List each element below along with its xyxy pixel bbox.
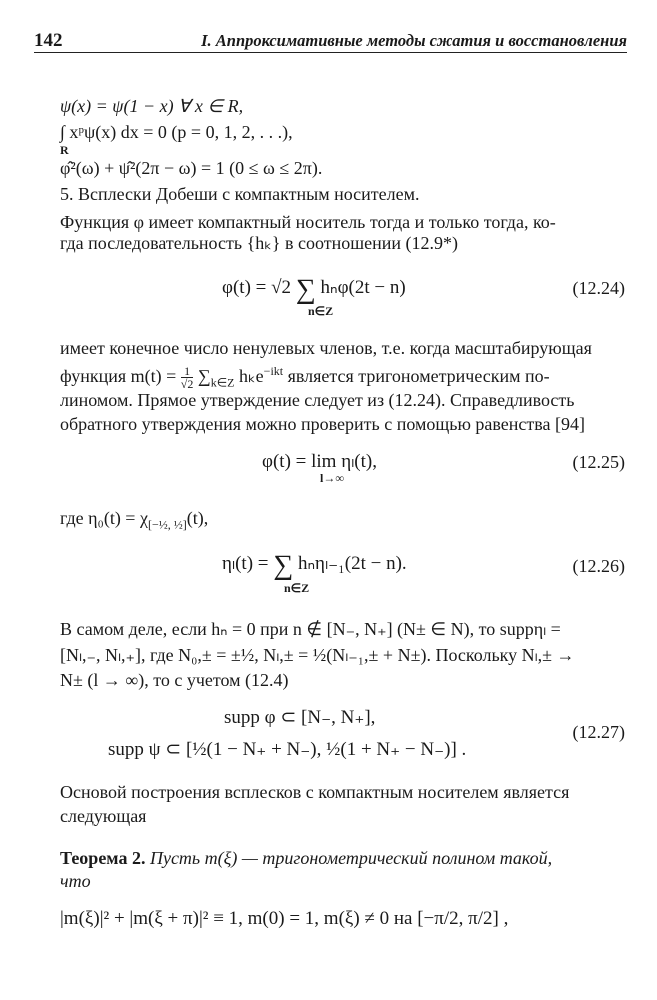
equation-12-24 <box>222 276 406 304</box>
formula-symmetry: ψ(x) = ψ(1 − x) ∀ x ∈ R, <box>60 96 244 116</box>
equation-12-25: φ(t) = lim ηₗ(t), <box>262 451 377 472</box>
equation-12-27-line-1: supp φ ⊂ [N₋, N₊], <box>224 707 376 728</box>
eq25-limit-sub: l→∞ <box>320 471 344 485</box>
eq24-sum-sub: n∈Z <box>308 304 334 318</box>
formula-moments-sub: R <box>60 143 69 157</box>
p2-frac-den: √2 <box>180 377 194 392</box>
paragraph-4-line-1: Основой построения всплесков с компактным носителем является <box>60 782 570 802</box>
theorem-line-2: что <box>60 871 91 891</box>
p2-text-c: hₖe <box>234 366 264 386</box>
eq26-rhs: hₙηₗ₋₁(2t − n). <box>297 553 407 574</box>
eq26-lhs: ηₗ(t) = <box>222 553 269 574</box>
where-eta0 <box>60 508 208 533</box>
paragraph-1-line-1: Функция φ имеет компактный носитель тогда и только тогда, ко- <box>60 212 556 232</box>
paragraph-2-line-2 <box>60 364 550 391</box>
item-5-heading: 5. Всплески Добеши с компактным носителем. <box>60 184 420 204</box>
paragraph-2-line-1: имеет конечное число ненулевых членов, т.е. когда масштабирующая <box>60 338 592 358</box>
p2-frac-num: 1 <box>181 365 194 378</box>
theorem-formula: |m(ξ)|² + |m(ξ + π)|² ≡ 1, m(0) = 1, m(ξ) ≠ 0 на [−π/2, π/2] , <box>60 908 509 929</box>
eq27-number: (12.27) <box>572 722 625 742</box>
theorem-line-1: Пусть m(ξ) — тригонометрический полином такой, <box>145 848 553 868</box>
equation-12-26 <box>222 552 407 580</box>
running-title: I. Аппроксимативные методы сжатия и восстановления <box>201 31 627 50</box>
p2-text-a: функция m(t) = <box>60 366 181 386</box>
eq24-rhs: hₙφ(2t − n) <box>320 277 406 298</box>
paragraph-3-line-1: В самом деле, если hₙ = 0 при n ∉ [N₋, N₊] (N± ∈ N), то suppηₗ = <box>60 619 561 639</box>
eq26-number: (12.26) <box>572 556 625 576</box>
summation-sign: ∑ <box>295 274 316 305</box>
paragraph-1-line-2: гда последовательность {hₖ} в соотношении (12.9*) <box>60 233 459 253</box>
theorem-label: Теорема 2. <box>60 848 146 868</box>
p2-sum-sub: k∈Z <box>210 375 235 390</box>
eq24-lhs: φ(t) = √2 <box>222 277 292 298</box>
p2-text-d: является тригонометрическим по- <box>283 366 550 386</box>
theorem-line-2-wrap <box>60 868 626 895</box>
paragraph-2-line-3: линомом. Прямое утверждение следует из (12.24). Справедливость <box>60 390 575 410</box>
p2-text-b: ∑ <box>193 366 211 386</box>
page-header <box>34 28 627 53</box>
where-tail: (t), <box>186 508 209 528</box>
p2-exponent: −ikt <box>263 364 284 378</box>
where-sub: [−½, ½] <box>147 517 187 532</box>
page-number: 142 <box>34 30 63 51</box>
paragraph-3-line-2: [Nₗ,₋, Nₗ,₊], где N₀,± = ±½, Nₗ,± = ½(Nₗ₋₁,± + N±). Поскольку Nₗ,± → <box>60 645 575 665</box>
eq26-sum-sub: n∈Z <box>284 581 310 595</box>
where-text: где η₀(t) = χ <box>60 508 148 528</box>
formula-moments: ∫ xᵖψ(x) dx = 0 (p = 0, 1, 2, . . .), <box>60 122 293 142</box>
equation-12-27-line-2: supp ψ ⊂ [½(1 − N₊ + N₋), ½(1 + N₊ − N₋)] . <box>108 739 467 760</box>
formula-fourier-identity: φ̂²(ω) + ψ̂²(2π − ω) = 1 (0 ≤ ω ≤ 2π). <box>60 158 323 178</box>
eq25-number: (12.25) <box>572 452 625 472</box>
p2-fraction <box>181 365 194 390</box>
summation-sign: ∑ <box>273 550 294 581</box>
paragraph-4-line-2: следующая <box>60 806 147 826</box>
paragraph-3-line-3: N± (l → ∞), то с учетом (12.4) <box>60 670 289 690</box>
paragraph-2-line-4: обратного утверждения можно проверить с помощью равенства [94] <box>60 414 586 434</box>
eq24-number: (12.24) <box>572 278 625 298</box>
